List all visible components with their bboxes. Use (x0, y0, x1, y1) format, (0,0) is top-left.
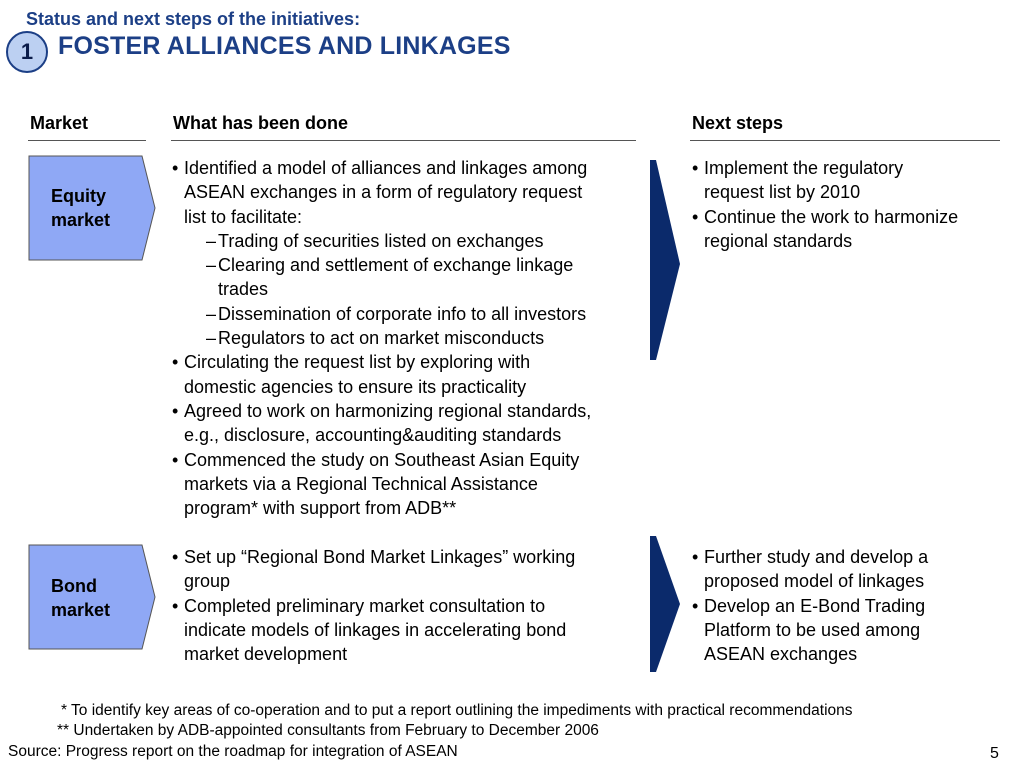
bullet-line: indicate models of linkages in accelerating bond (184, 619, 567, 640)
bullet-item (172, 448, 647, 521)
bullet-line: • Further study and develop a (704, 547, 929, 567)
bond-arrow-icon (648, 536, 682, 672)
bullet-line: • Identified a model of alliances and linkages among (184, 158, 588, 178)
bullet-item (172, 545, 647, 594)
slide-subtitle: Status and next steps of the initiatives: (26, 9, 361, 29)
bullet-item (172, 156, 647, 229)
bullet-line: • Commenced the study on Southeast Asian Equity (184, 449, 580, 470)
bullet-item (692, 205, 1002, 254)
bullet-item (692, 594, 1002, 667)
bullet-line: Platform to be used among (704, 619, 921, 640)
bullet-line: • Completed preliminary market consultation to (184, 595, 546, 616)
footnote-2: ** Undertaken by ADB-appointed consultants from February to December 2006 (57, 722, 599, 739)
column-header-next: Next steps (692, 113, 784, 133)
sub-bullet-item (172, 326, 647, 350)
bullet-line: list to facilitate: (184, 206, 303, 227)
bullet-line: • Develop an E-Bond Trading (704, 595, 926, 616)
bullet-line: group (184, 571, 231, 592)
equity-next-list (692, 156, 1002, 253)
bullet-line: • Implement the regulatory (704, 158, 904, 178)
bond-market-label: Bond market (51, 576, 111, 620)
sub-bullet-item (172, 229, 647, 253)
bullet-line: – Regulators to act on market misconducts (218, 328, 545, 349)
equity-market-label: Equity market (51, 186, 111, 230)
footnote-1: * To identify key areas of co-operation and to put a report outlining the impediments with practical recommendations (61, 702, 853, 719)
initiative-number-badge: 1 (6, 31, 48, 73)
column-rule-done (171, 140, 636, 141)
bullet-line: • Set up “Regional Bond Market Linkages” working (184, 547, 576, 567)
bullet-line: – Clearing and settlement of exchange linkage (218, 255, 574, 276)
bond-next-list (692, 545, 1002, 666)
column-rule-market (28, 140, 146, 141)
bullet-line: proposed model of linkages (704, 571, 925, 592)
page-number: 5 (990, 745, 999, 762)
bullet-line: • Circulating the request list by exploring with (184, 352, 531, 373)
bullet-line: market development (184, 644, 348, 665)
bullet-line: • Continue the work to harmonize (704, 206, 959, 227)
bullet-line: ASEAN exchanges (704, 644, 858, 665)
slide-title: FOSTER ALLIANCES AND LINKAGES (58, 32, 511, 60)
bullet-line: • Agreed to work on harmonizing regional standards, (184, 400, 592, 421)
bullet-item (692, 545, 1002, 594)
bullet-line: domestic agencies to ensure its practicality (184, 376, 527, 397)
sub-bullet-item (172, 253, 647, 302)
bullet-line: ASEAN exchanges in a form of regulatory request (184, 182, 583, 203)
bullet-item (692, 156, 1002, 205)
bullet-line: e.g., disclosure, accounting&auditing standards (184, 425, 562, 446)
bullet-line: – Dissemination of corporate info to all investors (218, 303, 587, 324)
bullet-line: regional standards (704, 230, 853, 251)
bullet-item (172, 399, 647, 448)
equity-done-list (172, 156, 647, 520)
bullet-line: request list by 2010 (704, 182, 861, 203)
bullet-item (172, 594, 647, 667)
bullet-line: – Trading of securities listed on exchanges (218, 230, 544, 251)
bullet-item (172, 350, 647, 399)
source-note: Source: Progress report on the roadmap for integration of ASEAN (8, 743, 458, 760)
column-header-market: Market (30, 113, 89, 133)
sub-bullet-item (172, 302, 647, 326)
bullet-line: program* with support from ADB** (184, 498, 457, 519)
column-header-done: What has been done (173, 113, 349, 133)
bullet-line: trades (218, 279, 269, 300)
column-rule-next (690, 140, 1000, 141)
bond-done-list (172, 545, 647, 666)
bullet-line: markets via a Regional Technical Assistance (184, 473, 538, 494)
equity-arrow-icon (648, 160, 682, 360)
